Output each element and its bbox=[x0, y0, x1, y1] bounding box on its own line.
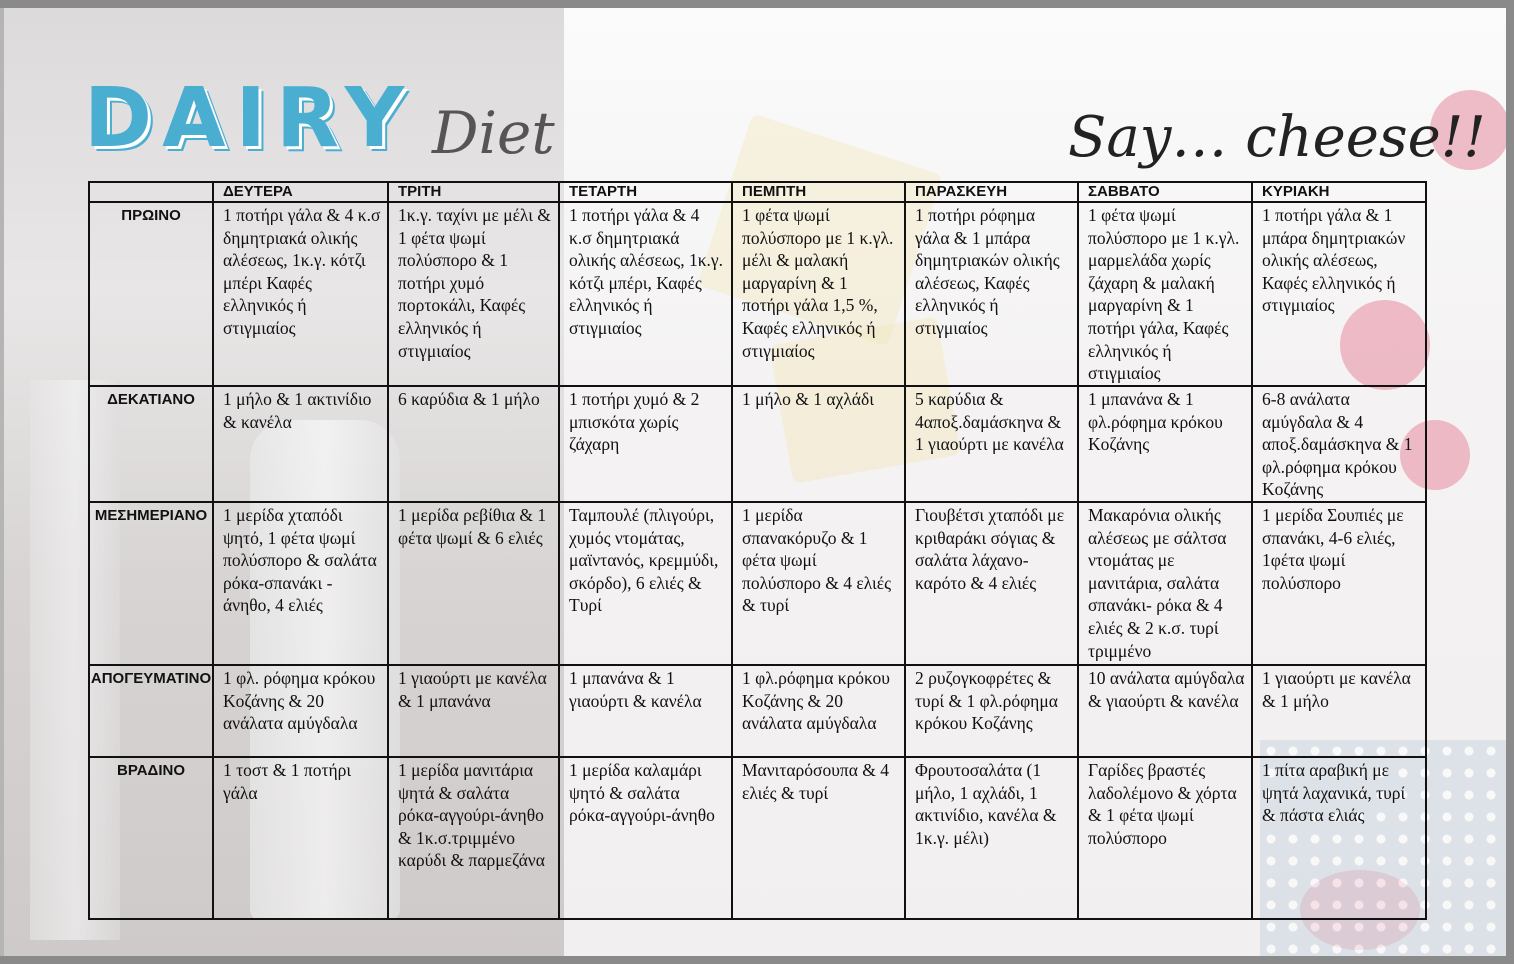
meal-cell: 2 ρυζογκοφρέτες & τυρί & 1 φλ.ρόφημα κρόκου Κοζάνης bbox=[905, 665, 1078, 757]
meal-cell: 1 φλ.ρόφημα κρόκου Κοζάνης & 20 ανάλατα αμύγδαλα bbox=[732, 665, 905, 757]
meal-cell: 1 τοστ & 1 ποτήρι γάλα bbox=[213, 757, 388, 919]
meal-cell: 1 πίτα αραβική με ψητά λαχανικά, τυρί & πάστα ελιάς bbox=[1252, 757, 1426, 919]
meal-cell: 1 μερίδα σπανακόρυζο & 1 φέτα ψωμί πολύσπορο & 4 ελιές & τυρί bbox=[732, 502, 905, 665]
day-header: ΠΕΜΠΤΗ bbox=[732, 182, 905, 202]
meal-row-breakfast bbox=[89, 202, 1426, 386]
tagline: Say… cheese!! bbox=[1068, 105, 1486, 170]
meal-cell: Ταμπουλέ (πλιγούρι, χυμός ντομάτας, μαϊντανός, κρεμμύδι, σκόρδο), 6 ελιές & Τυρί bbox=[559, 502, 732, 665]
diet-table bbox=[88, 181, 1427, 920]
meal-label: ΒΡΑΔΙΝΟ bbox=[89, 757, 213, 919]
meal-cell: 1κ.γ. ταχίνι με μέλι & 1 φέτα ψωμί πολύσπορο & 1 ποτήρι χυμό πορτοκάλι, Καφές ελληνικός ή στιγμιαίος bbox=[388, 202, 559, 386]
meal-cell: 1 μήλο & 1 αχλάδι bbox=[732, 386, 905, 502]
meal-cell: 1 φέτα ψωμί πολύσπορο με 1 κ.γλ. μαρμελάδα χωρίς ζάχαρη & μαλακή μαργαρίνη & 1 ποτήρι γάλα, Καφές ελληνικός ή στιγμιαίος bbox=[1078, 202, 1252, 386]
meal-cell: Γαρίδες βραστές λαδολέμονο & χόρτα & 1 φέτα ψωμί πολύσπορο bbox=[1078, 757, 1252, 919]
meal-label: ΜΕΣΗΜΕΡΙΑΝΟ bbox=[89, 502, 213, 665]
meal-cell: Φρουτοσαλάτα (1 μήλο, 1 αχλάδι, 1 ακτινίδιο, κανέλα & 1κ.γ. μέλι) bbox=[905, 757, 1078, 919]
title-diet: Diet bbox=[432, 99, 555, 167]
meal-cell: 1 ποτήρι γάλα & 4 κ.σ δημητριακά ολικής αλέσεως, 1κ.γ. κότζι μπέρι Καφές ελληνικός ή στιγμιαίος bbox=[213, 202, 388, 386]
meal-cell: 1 φέτα ψωμί πολύσπορο με 1 κ.γλ. μέλι & μαλακή μαργαρίνη & 1 ποτήρι γάλα 1,5 %, Καφές ελληνικός ή στιγμιαίος bbox=[732, 202, 905, 386]
meal-label: ΑΠΟΓΕΥΜΑΤΙΝΟ bbox=[89, 665, 213, 757]
day-header: ΣΑΒΒΑΤΟ bbox=[1078, 182, 1252, 202]
meal-cell: 1 μερίδα καλαμάρι ψητό & σαλάτα ρόκα-αγγούρι-άνηθο bbox=[559, 757, 732, 919]
day-header: ΔΕΥΤΕΡΑ bbox=[213, 182, 388, 202]
header-row bbox=[89, 182, 1426, 202]
meal-cell: 10 ανάλατα αμύγδαλα & γιαούρτι & κανέλα bbox=[1078, 665, 1252, 757]
meal-cell: 1 μήλο & 1 ακτινίδιο & κανέλα bbox=[213, 386, 388, 502]
meal-label: ΔΕΚΑΤΙΑΝΟ bbox=[89, 386, 213, 502]
meal-cell: Γιουβέτσι χταπόδι με κριθαράκι σόγιας & σαλάτα λάχανο-καρότο & 4 ελιές bbox=[905, 502, 1078, 665]
meal-row-afternoon bbox=[89, 665, 1426, 757]
meal-cell: 1 ποτήρι ρόφημα γάλα & 1 μπάρα δημητριακών ολικής αλέσεως, Καφές ελληνικός ή στιγμιαίος bbox=[905, 202, 1078, 386]
meal-cell: 1 γιαούρτι με κανέλα & 1 μπανάνα bbox=[388, 665, 559, 757]
page-border bbox=[0, 956, 1514, 964]
meal-row-snack bbox=[89, 386, 1426, 502]
meal-cell: 1 φλ. ρόφημα κρόκου Κοζάνης & 20 ανάλατα αμύγδαλα bbox=[213, 665, 388, 757]
meal-cell: 5 καρύδια & 4αποξ.δαμάσκηνα & 1 γιαούρτι με κανέλα bbox=[905, 386, 1078, 502]
meal-cell: 1 μερίδα ρεβίθια & 1 φέτα ψωμί & 6 ελιές bbox=[388, 502, 559, 665]
day-header: ΚΥΡΙΑΚΗ bbox=[1252, 182, 1426, 202]
meal-cell: 1 μερίδα χταπόδι ψητό, 1 φέτα ψωμί πολύσπορο & σαλάτα ρόκα-σπανάκι - άνηθο, 4 ελιές bbox=[213, 502, 388, 665]
day-header: ΠΑΡΑΣΚΕΥΗ bbox=[905, 182, 1078, 202]
meal-cell: 1 μερίδα μανιτάρια ψητά & σαλάτα ρόκα-αγγούρι-άνηθο & 1κ.σ.τριμμένο καρύδι & παρμεζάνα bbox=[388, 757, 559, 919]
meal-cell: 1 μπανάνα & 1 γιαούρτι & κανέλα bbox=[559, 665, 732, 757]
meal-row-lunch bbox=[89, 502, 1426, 665]
page-border bbox=[0, 0, 1514, 8]
page-border bbox=[1506, 0, 1514, 964]
meal-row-dinner bbox=[89, 757, 1426, 919]
meal-cell: Μακαρόνια ολικής αλέσεως με σάλτσα ντομάτας με μανιτάρια, σαλάτα σπανάκι- ρόκα & 4 ελιές & 2 κ.σ. τυρί τριμμένο bbox=[1078, 502, 1252, 665]
meal-label: ΠΡΩΙΝΟ bbox=[89, 202, 213, 386]
meal-cell: 1 μερίδα Σουπιές με σπανάκι, 4-6 ελιές, 1φέτα ψωμί πολύσπορο bbox=[1252, 502, 1426, 665]
title-dairy: DAIRY bbox=[84, 71, 415, 166]
meal-cell: 6-8 ανάλατα αμύγδαλα & 4 αποξ.δαμάσκηνα & 1 φλ.ρόφημα κρόκου Κοζάνης bbox=[1252, 386, 1426, 502]
page-border bbox=[0, 0, 4, 964]
meal-cell: 1 ποτήρι γάλα & 1 μπάρα δημητριακών ολικής αλέσεως, Καφές ελληνικός ή στιγμιαίος bbox=[1252, 202, 1426, 386]
day-header: ΤΡΙΤΗ bbox=[388, 182, 559, 202]
meal-cell: 1 γιαούρτι με κανέλα & 1 μήλο bbox=[1252, 665, 1426, 757]
meal-cell: Μανιταρόσουπα & 4 ελιές & τυρί bbox=[732, 757, 905, 919]
corner-cell bbox=[89, 182, 213, 202]
day-header: ΤΕΤΑΡΤΗ bbox=[559, 182, 732, 202]
meal-cell: 6 καρύδια & 1 μήλο bbox=[388, 386, 559, 502]
meal-cell: 1 μπανάνα & 1 φλ.ρόφημα κρόκου Κοζάνης bbox=[1078, 386, 1252, 502]
meal-cell: 1 ποτήρι γάλα & 4 κ.σ δημητριακά ολικής αλέσεως, 1κ.γ. κότζι μπέρι, Καφές ελληνικός ή στιγμιαίος bbox=[559, 202, 732, 386]
meal-cell: 1 ποτήρι χυμό & 2 μπισκότα χωρίς ζάχαρη bbox=[559, 386, 732, 502]
